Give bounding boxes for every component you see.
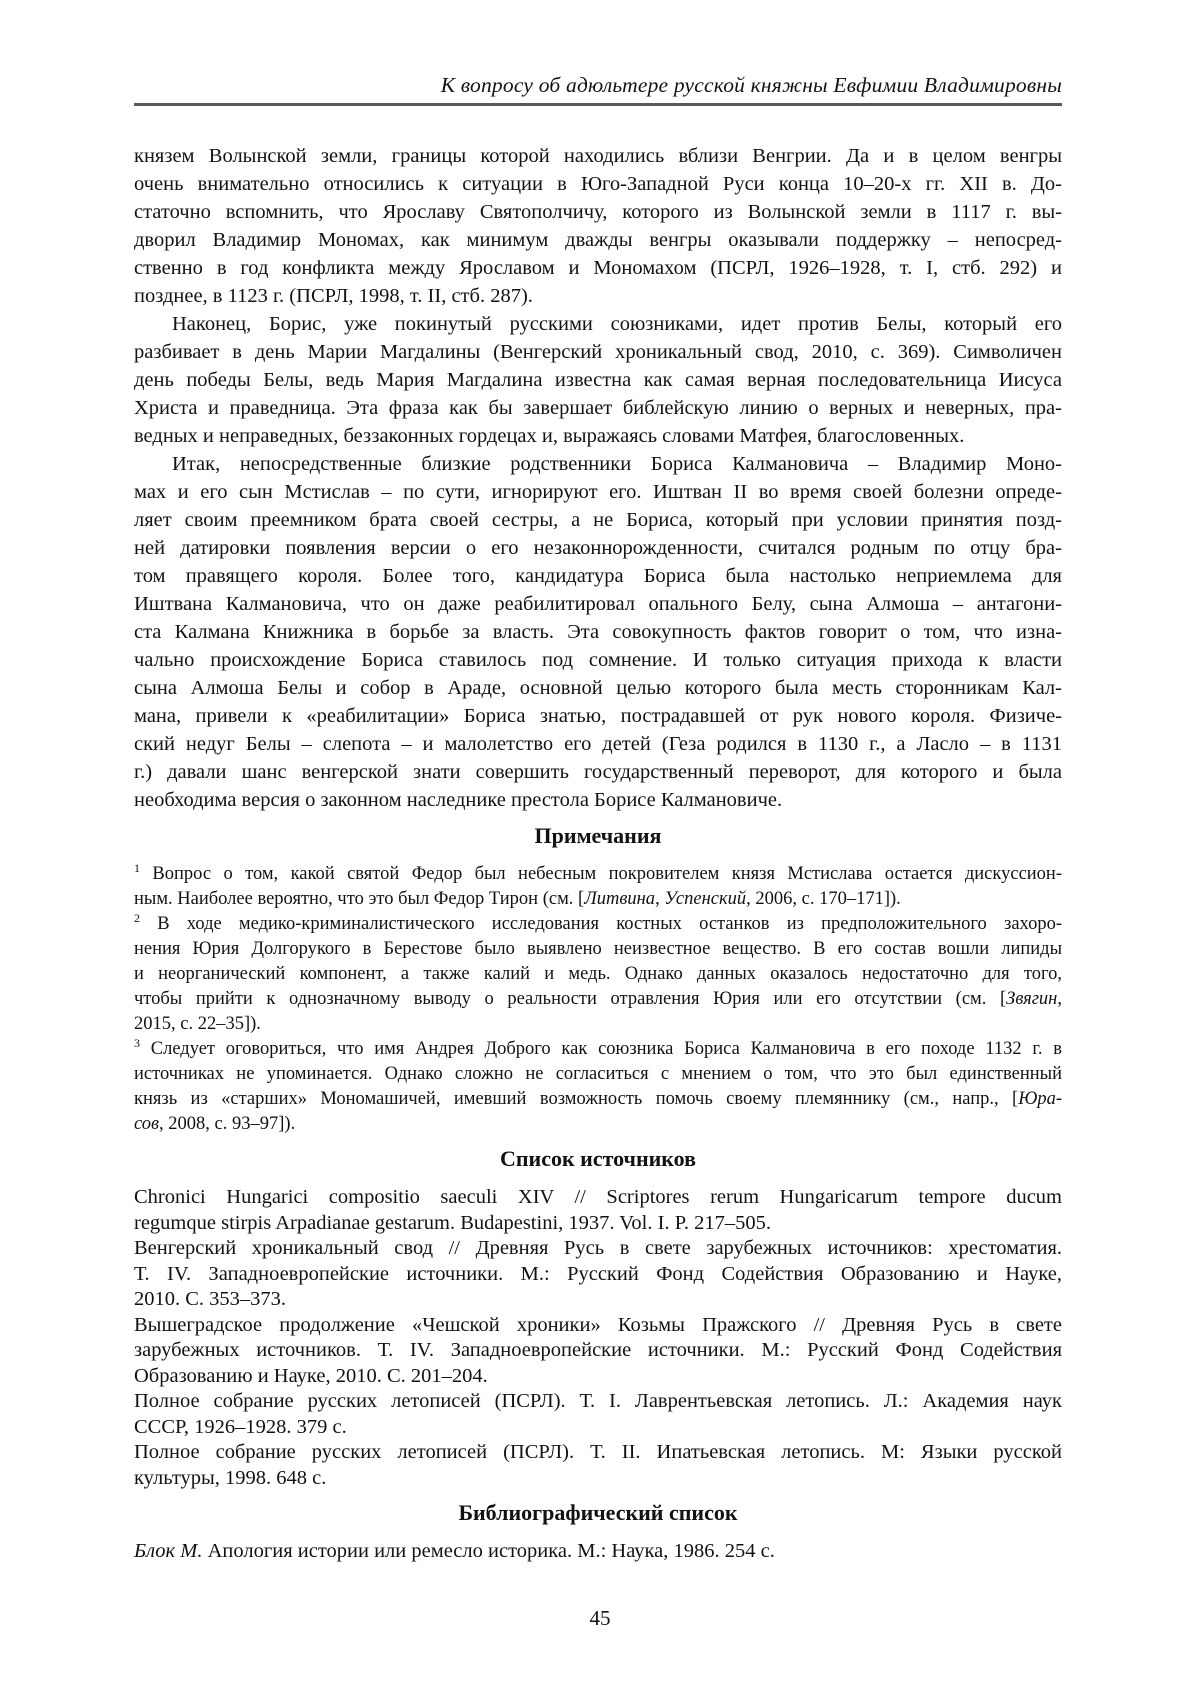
text-line [134,674,1062,702]
source-entry [134,1313,1062,1390]
italic-text: Блок М. [134,1540,203,1562]
text-segment: г.) давали шанс венгерской знати совершить государственный переворот, для которого и была [134,761,1062,783]
text-line [134,618,1062,646]
text-line [134,310,1062,338]
text-line [134,1037,1062,1062]
text-segment: ней датировки появления версии о его незаконнорожденности, считался родным по отцу бра- [134,537,1062,559]
notes-section [134,862,1062,1137]
text-line [134,590,1062,618]
text-line [134,506,1062,534]
text-segment: Т. IV. Западноевропейские источники. М.: Русский Фонд Содействия Образованию и Науке, [134,1262,1062,1285]
text-line [134,1262,1062,1288]
bibliography-section [134,1539,1062,1565]
text-segment: нения Юрия Долгорукого в Берестове было выявлено неизвестное вещество. В его состав вошли липиды [134,939,1062,959]
text-segment: князь из «старших» Мономашичей, имевший возможность помочь своему племяннику (см., напр., [ [134,1089,1019,1109]
paragraph [134,310,1062,450]
text-segment: Венгерский хроникальный свод // Древняя Русь в свете зарубежных источников: хрестоматия. [134,1237,1062,1259]
sources-heading: Список источников [499,1146,697,1171]
text-line [134,1415,1062,1441]
text-line [134,226,1062,254]
text-line [134,198,1062,226]
text-line [134,1287,1062,1313]
text-line [134,282,1062,310]
text-segment: Следует оговориться, что имя Андрея Доброго как союзника Бориса Калмановича в его походе 1132 г. в [150,1039,1063,1059]
running-header-title: К вопросу об адюльтере русской княжны Евфимии Владимировны [440,73,1062,97]
footnote-marker: 1 [134,860,140,875]
footnote-marker: 3 [134,1035,140,1050]
article-text [134,142,1062,814]
italic-text: Успенский [664,889,747,909]
notes-heading: Примечания [534,823,662,848]
text-segment: В ходе медико-криминалистического исследования костных останков из предположительного захоро- [157,914,1062,934]
bibliography-entry [134,1539,1062,1565]
text-segment: ский недуг Белы – слепота – и малолетство его детей (Геза родился в 1130 г., а Ласло – в 1131 [134,733,1062,755]
text-segment: мах и его сын Мстислав – по сути, игнорируют его. Иштван II во время своей болезни опреде- [134,481,1062,503]
text-line [134,1185,1062,1211]
text-segment: ста Калмана Книжника в борьбе за власть. Эта совокупность фактов говорит о том, что изна- [134,621,1062,643]
text-line [134,394,1062,422]
text-line [134,1012,1062,1037]
text-line [134,1313,1062,1339]
footnote [134,1037,1062,1137]
source-entry [134,1185,1062,1236]
text-line [134,1112,1062,1137]
text-line [134,646,1062,674]
text-segment: зарубежных источников. Т. IV. Западноевропейские источники. М.: Русский Фонд Содействия [134,1339,1062,1361]
text-segment: Иштвана Калмановича, что он даже реабилитировал опального Белу, сына Алмоша – антагони- [134,593,1062,615]
text-segment: Полное собрание русских летописей (ПСРЛ). Т. II. Ипатьевская летопись. М: Языки русской [134,1441,1062,1463]
bibliography-heading: Библиографический список [458,1500,738,1525]
text-line [134,937,1062,962]
text-segment: Вышеградское продолжение «Чешской хроники» Козьмы Пражского // Древняя Русь в свете [134,1313,1062,1336]
text-segment: статочно вспомнить, что Ярославу Святополчичу, которого из Волынской земли в 1117 г. вы- [134,201,1062,223]
text-segment: культуры, 1998. 648 с. [134,1466,327,1489]
text-segment: дворил Владимир Мономах, как минимум дважды венгры оказывали поддержку – непосред- [134,229,1062,251]
text-segment: Образованию и Науке, 2010. С. 201–204. [134,1364,488,1387]
text-line [134,450,1062,478]
text-line [134,1466,1062,1492]
footnote [134,912,1062,1037]
text-line [134,170,1062,198]
text-line [134,962,1062,987]
text-segment: regumque stirpis Arpadianae gestarum. Budapestini, 1937. Vol. I. P. 217–505. [134,1211,771,1234]
italic-text: Литвина [584,889,656,909]
text-segment: , 2008, с. 93–97]). [159,1114,296,1134]
text-segment: чально происхождение Бориса ставилось под сомнение. И только ситуация прихода к власти [134,649,1062,671]
text-segment: Вопрос о том, какой святой Федор был небесным покровителем князя Мстислава остается дискуссион- [152,864,1062,884]
text-line [134,366,1062,394]
text-segment: и неорганический компонент, а также калий и медь. Однако данных оказалось недостаточно для того, [134,964,1062,984]
text-segment: Христа и праведница. Эта фраза как бы завершает библейскую линию о верных и неверных, пра- [134,397,1062,419]
paragraph [134,450,1062,814]
text-segment: сына Алмоша Белы и собор в Араде, основной целью которого была месть сторонникам Кал- [134,677,1062,699]
italic-text: Звягин [1006,989,1058,1009]
text-segment: 2015, с. 22–35]). [134,1014,261,1034]
page-content [134,72,1062,1565]
page-footer [0,1606,1200,1631]
text-line [134,1389,1062,1415]
text-segment: 2010. С. 353–373. [134,1288,287,1310]
text-segment: Апология истории или ремесло историка. М.: Наука, 1986. 254 с. [202,1540,775,1562]
text-line [134,758,1062,786]
paragraph [134,142,1062,310]
text-segment: очень внимательно относились к ситуации в Юго-Западной Руси конца 10–20-х гг. XII в. До- [134,173,1062,195]
text-segment: Полное собрание русских летописей (ПСРЛ). Т. I. Лаврентьевская летопись. Л.: Академия наук [134,1390,1062,1412]
source-entry [134,1440,1062,1491]
text-segment: том правящего короля. Более того, кандидатура Бориса была настолько неприемлема для [134,565,1062,587]
sources-section [134,1185,1062,1491]
text-segment: князем Волынской земли, границы которой находились вблизи Венгрии. Да и в целом венгры [134,145,1062,167]
text-line [134,702,1062,730]
text-line [134,1236,1062,1262]
text-segment: СССР, 1926–1928. 379 с. [134,1415,347,1438]
text-line [134,887,1062,912]
footnote-marker: 2 [134,910,140,925]
text-segment: Итак, непосредственные близкие родственники Бориса Калмановича – Владимир Моно- [172,453,1062,475]
text-segment: Наконец, Борис, уже покинутый русскими союзниками, идет против Белы, который его [172,313,1062,335]
text-segment: ведных и неправедных, беззаконных гордецах и, выражаясь словами Матфея, благословенных. [134,425,965,447]
text-segment: чтобы прийти к однозначному выводу о реальности отравления Юрия или его отсутствии (см. [ [134,989,1007,1009]
text-segment: Chronici Hungarici compositio saeculi XIV // Scriptores rerum Hungaricarum tempore ducum [134,1186,1062,1208]
text-segment: , [1057,989,1062,1009]
italic-text: сов [134,1114,160,1134]
text-line [134,1338,1062,1364]
text-line [134,1539,1062,1565]
text-line [134,912,1062,937]
text-line [134,730,1062,758]
text-line [134,1087,1062,1112]
text-line [134,1364,1062,1390]
text-line [134,142,1062,170]
text-segment: ственно в год конфликта между Ярославом и Мономахом (ПСРЛ, 1926–1928, т. I, стб. 292) и [134,257,1062,279]
text-line [134,1440,1062,1466]
text-line [134,1211,1062,1237]
text-segment: позднее, в 1123 г. (ПСРЛ, 1998, т. II, стб. 287). [134,285,533,307]
page-number: 45 [589,1606,611,1630]
source-entry [134,1236,1062,1313]
text-segment: разбивает в день Марии Магдалины (Венгерский хроникальный свод, 2010, с. 369). Символичен [134,341,1062,363]
footnote [134,862,1062,912]
text-segment: , [655,889,665,909]
text-line [134,534,1062,562]
running-header [134,72,1062,106]
text-segment: ляет своим преемником брата своей сестры, а не Бориса, который при условии принятия позд- [134,509,1062,531]
text-segment: ным. Наиболее вероятно, что это был Федор Тирон (см. [ [134,889,585,909]
text-segment: день победы Белы, ведь Мария Магдалина известна как самая верная последовательница Иисуса [134,369,1062,391]
text-segment: мана, привели к «реабилитации» Бориса знатью, пострадавшей от рук нового короля. Физиче- [134,705,1062,727]
text-segment: необходима версия о законном наследнике престола Борисе Калмановиче. [134,789,783,811]
text-line [134,786,1062,814]
text-segment: источниках не упоминается. Однако сложно не согласиться с мнением о том, что это был единственный [134,1064,1062,1084]
text-line [134,254,1062,282]
text-line [134,422,1062,450]
text-line [134,862,1062,887]
italic-text: Юра- [1018,1089,1062,1109]
text-line [134,478,1062,506]
text-line [134,987,1062,1012]
text-line [134,562,1062,590]
text-line [134,338,1062,366]
text-segment: , 2006, с. 170–171]). [746,889,901,909]
source-entry [134,1389,1062,1440]
text-line [134,1062,1062,1087]
